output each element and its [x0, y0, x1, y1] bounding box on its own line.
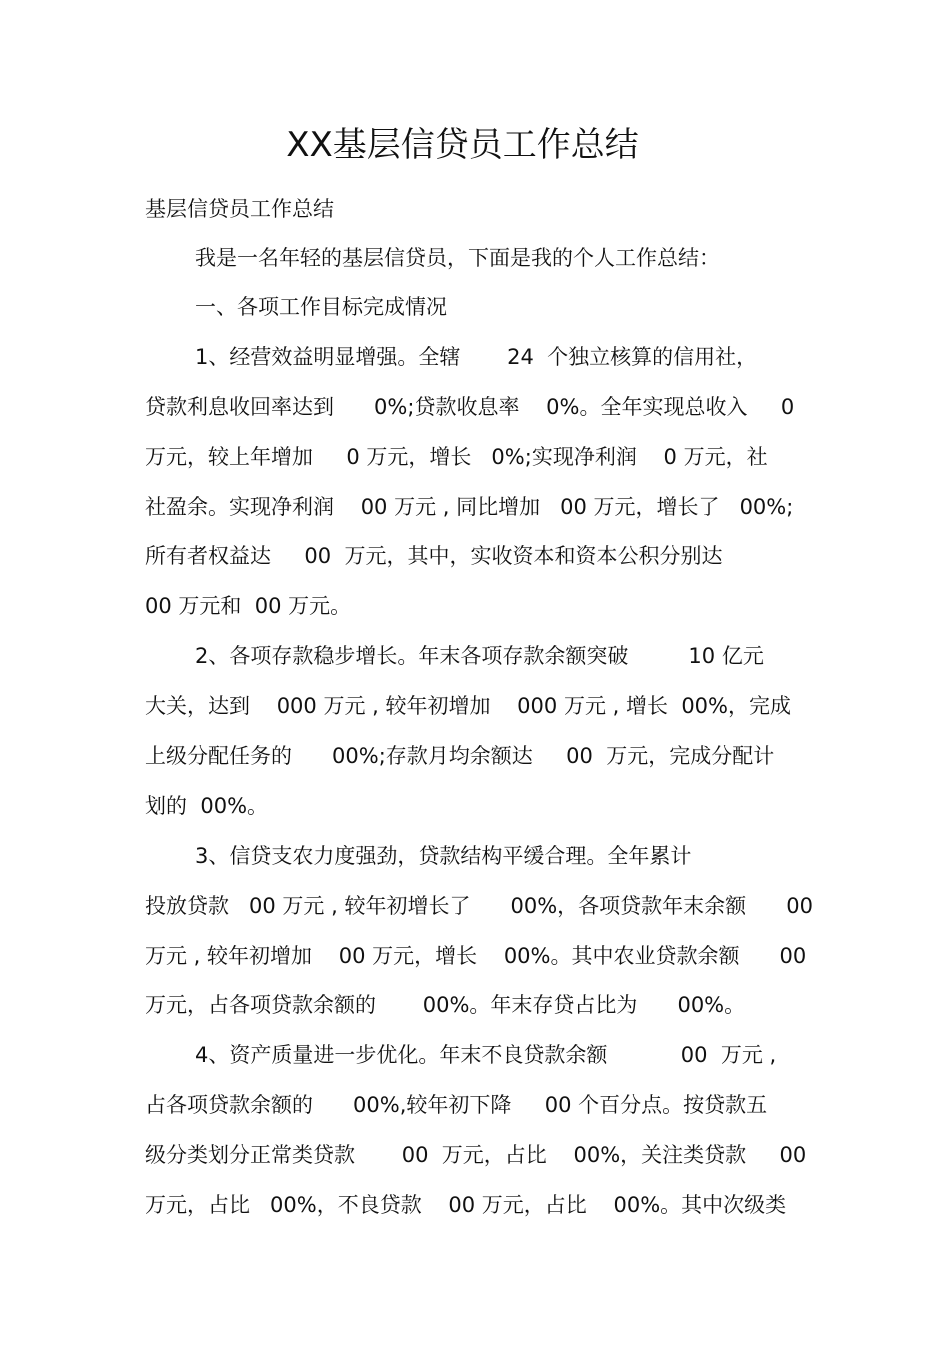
paragraph-line: 社盈余。实现净利润 00 万元 , 同比增加 00 万元，增长了 00%; [145, 495, 794, 519]
paragraph-line: 投放贷款 00 万元 , 较年初增长了 00%，各项贷款年末余额 00 [145, 894, 813, 918]
paragraph-line: 大关，达到 000 万元 , 较年初增加 000 万元 , 增长 00%，完成 [145, 694, 791, 718]
paragraph-line: 万元，较上年增加 0 万元，增长 0%;实现净利润 0 万元，社 [145, 445, 768, 469]
paragraph-line: 划的 00%。 [145, 794, 269, 818]
section-heading: 一、各项工作目标完成情况 [195, 295, 447, 319]
paragraph-line: 1、经营效益明显增强。全辖 24 个独立核算的信用社， [195, 345, 758, 369]
paragraph-line: 贷款利息收回率达到 0%;贷款收息率 0%。全年实现总收入 0 [145, 395, 795, 419]
paragraph-line: 3、信贷支农力度强劲，贷款结构平缓合理。全年累计 [195, 844, 692, 868]
paragraph-line: 占各项贷款余额的 00%,较年初下降 00 个百分点。按贷款五 [145, 1093, 768, 1117]
paragraph-line: 00 万元和 00 万元。 [145, 594, 352, 618]
paragraph-line: 所有者权益达 00 万元，其中，实收资本和资本公积分别达 [145, 544, 723, 568]
subtitle-line: 基层信贷员工作总结 [145, 197, 334, 221]
paragraph-line: 4、资产质量进一步优化。年末不良贷款余额 00 万元 , [195, 1043, 777, 1067]
paragraph-line: 2、各项存款稳步增长。年末各项存款余额突破 10 亿元 [195, 644, 764, 668]
paragraph-line: 万元，占比 00%，不良贷款 00 万元，占比 00%。其中次级类 [145, 1193, 787, 1217]
intro-paragraph-line: 我是一名年轻的基层信贷员，下面是我的个人工作总结： [195, 246, 720, 270]
paragraph-line: 万元 , 较年初增加 00 万元，增长 00%。其中农业贷款余额 00 [145, 944, 807, 968]
document-title: XX基层信贷员工作总结 [286, 125, 639, 165]
paragraph-line: 万元，占各项贷款余额的 00%。年末存贷占比为 00%。 [145, 993, 746, 1017]
paragraph-line: 上级分配任务的 00%;存款月均余额达 00 万元，完成分配计 [145, 744, 775, 768]
paragraph-line: 级分类划分正常类贷款 00 万元，占比 00%，关注类贷款 00 [145, 1143, 807, 1167]
